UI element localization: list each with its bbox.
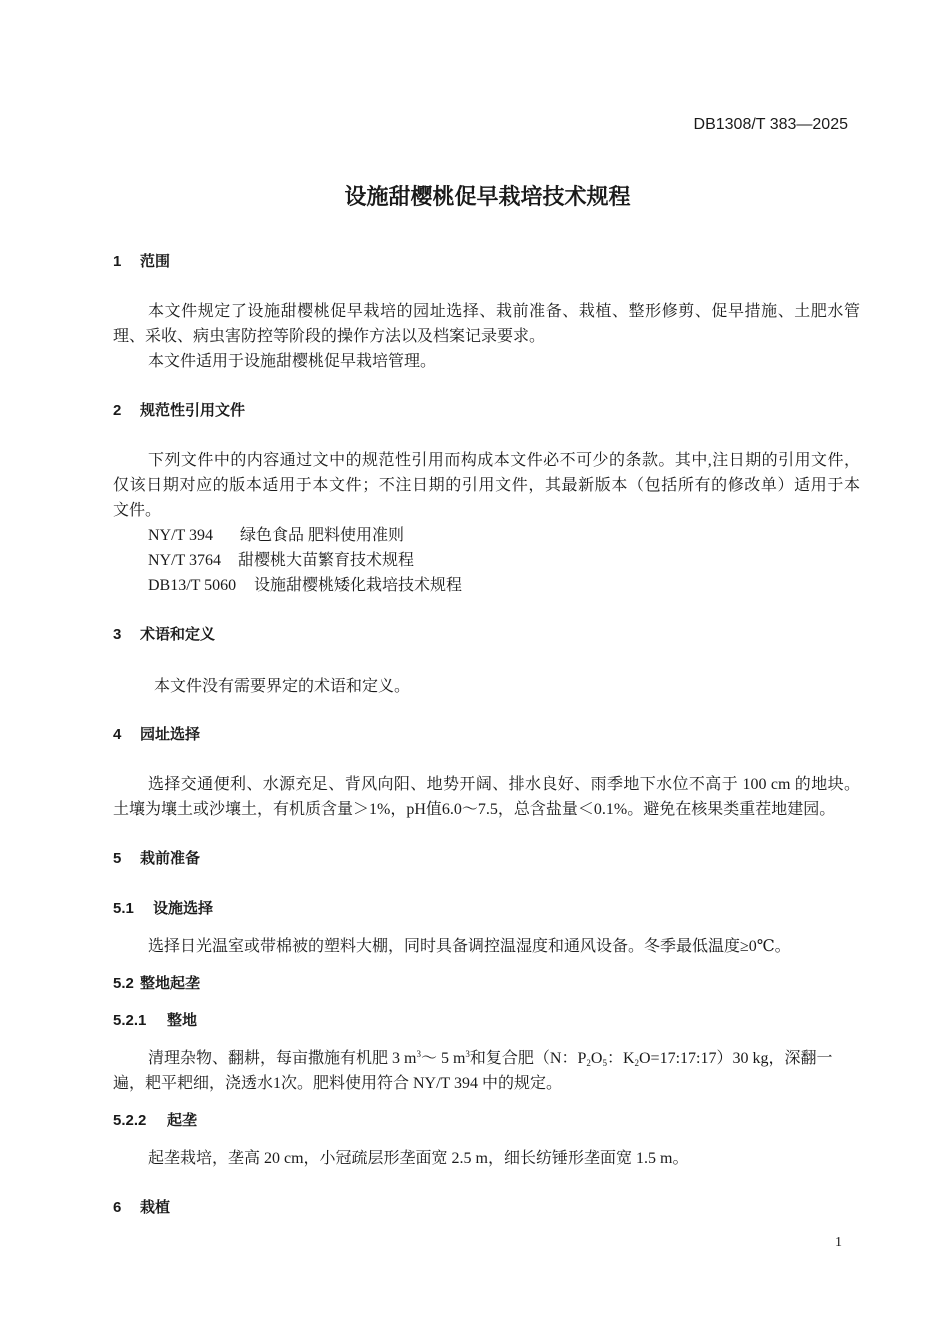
section-3-heading xyxy=(113,623,215,644)
section-number: 1 xyxy=(113,253,122,270)
section-number: 5.1 xyxy=(113,900,134,917)
text-segment: O xyxy=(590,1050,603,1067)
section-title: 范围 xyxy=(140,253,171,270)
section-2-heading xyxy=(113,399,245,420)
section-5-heading xyxy=(113,847,200,868)
subscript: 2 xyxy=(634,1058,639,1068)
section-title: 栽植 xyxy=(140,1199,171,1216)
paragraph-line: 选择交通便利、水源充足、背风向阳、地势开阔、排水良好、雨季地下水位不高于 100 cm 的地块。 xyxy=(148,776,860,793)
section-title: 规范性引用文件 xyxy=(140,402,246,419)
page-number: 1 xyxy=(835,1235,842,1250)
paragraph-line: 土壤为壤土或沙壤土，有机质含量＞1%，pH值6.0～7.5，总含盐量＜0.1%。避免在核果类重茬地建园。 xyxy=(113,801,836,818)
reference-item xyxy=(148,547,414,570)
section-title: 整地起垄 xyxy=(140,975,201,992)
section-number: 4 xyxy=(113,726,122,743)
section-title: 术语和定义 xyxy=(140,626,216,643)
section-number: 5 xyxy=(113,850,122,867)
section-5-2-1-heading xyxy=(113,1009,197,1030)
section-title: 设施选择 xyxy=(153,900,214,917)
reference-name: 绿色食品 肥料使用准则 xyxy=(240,527,405,544)
paragraph-line: 文件。 xyxy=(113,502,162,519)
paragraph-line: 本文件没有需要界定的术语和定义。 xyxy=(154,678,411,695)
paragraph-line: 理、采收、病虫害防控等阶段的操作方法以及档案记录要求。 xyxy=(113,328,546,345)
section-1-heading xyxy=(113,250,170,271)
paragraph-line: 遍，耙平耙细，浇透水1次。肥料使用符合 NY/T 394 中的规定。 xyxy=(113,1075,563,1092)
text-segment: 和复合肥（N：P xyxy=(469,1050,587,1067)
reference-code: NY/T 3764 xyxy=(148,552,222,569)
document-title: 设施甜樱桃促早栽培技术规程 xyxy=(344,184,631,209)
paragraph-line: 本文件规定了设施甜樱桃促早栽培的园址选择、栽前准备、栽植、整形修剪、促早措施、土肥水管 xyxy=(148,303,860,320)
superscript: 3 xyxy=(416,1049,421,1059)
section-title: 栽前准备 xyxy=(140,850,201,867)
paragraph-line: 选择日光温室或带棉被的塑料大棚，同时具备调控温湿度和通风设备。冬季最低温度≥0℃。 xyxy=(148,938,791,955)
section-6-heading xyxy=(113,1196,170,1217)
section-title: 起垄 xyxy=(167,1112,198,1129)
subscript: 5 xyxy=(602,1058,607,1068)
document-number: DB1308/T 383—2025 xyxy=(693,116,848,133)
section-5-1-heading xyxy=(113,897,213,918)
text-segment: O=17:17:17）30 kg，深翻一 xyxy=(639,1050,833,1067)
text-segment: ：K xyxy=(606,1050,635,1067)
paragraph-line: 本文件适用于设施甜樱桃促早栽培管理。 xyxy=(148,353,437,370)
superscript: 3 xyxy=(465,1049,470,1059)
reference-name: 甜樱桃大苗繁育技术规程 xyxy=(238,552,415,569)
section-5-2-2-heading xyxy=(113,1109,197,1130)
paragraph-line: 仅该日期对应的版本适用于本文件；不注日期的引用文件，其最新版本（包括所有的修改单）适用于本 xyxy=(113,477,860,494)
reference-code: NY/T 394 xyxy=(148,527,214,544)
paragraph-line: 起垄栽培，垄高 20 cm，小冠疏层形垄面宽 2.5 m，细长纺锤形垄面宽 1.5 m。 xyxy=(148,1150,689,1167)
section-title: 整地 xyxy=(167,1012,198,1029)
reference-item xyxy=(148,522,404,545)
section-number: 3 xyxy=(113,626,122,643)
section-4-heading xyxy=(113,723,200,744)
section-number: 2 xyxy=(113,402,122,419)
paragraph-line: 下列文件中的内容通过文中的规范性引用而构成本文件必不可少的条款。其中,注日期的引用文件， xyxy=(148,452,860,469)
section-number: 5.2 xyxy=(113,975,134,992)
text-segment: 清理杂物、翻耕，每亩撒施有机肥 3 m xyxy=(148,1050,417,1067)
reference-code: DB13/T 5060 xyxy=(148,577,237,594)
reference-item xyxy=(148,572,462,595)
section-5-2-heading xyxy=(113,972,200,993)
section-title: 园址选择 xyxy=(140,726,201,743)
reference-name: 设施甜樱桃矮化栽培技术规程 xyxy=(254,577,463,594)
subscript: 2 xyxy=(586,1058,591,1068)
text-segment: ～ 5 m xyxy=(420,1050,466,1067)
section-number: 6 xyxy=(113,1199,122,1216)
section-number: 5.2.2 xyxy=(113,1112,147,1129)
paragraph-line xyxy=(148,1045,832,1068)
section-number: 5.2.1 xyxy=(113,1012,147,1029)
